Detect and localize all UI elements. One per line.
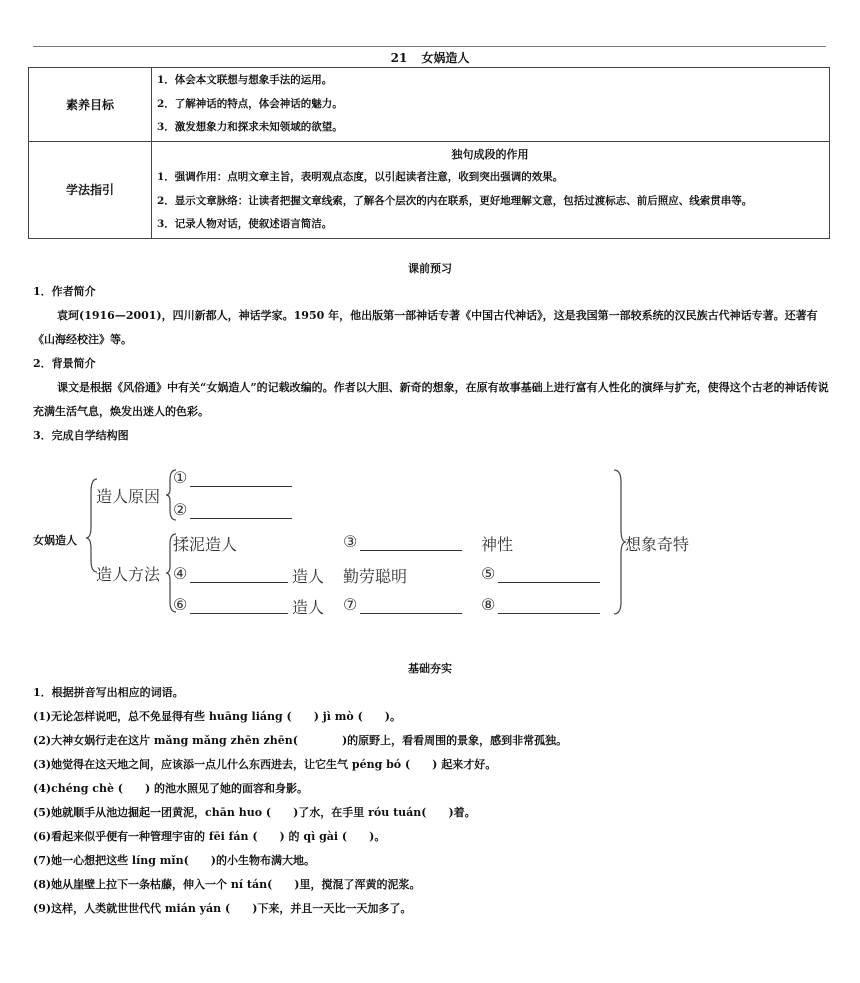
blank-line [190,518,292,519]
blank-line [360,613,462,614]
blank-line [190,486,292,487]
table-row [29,68,830,142]
method-3-number: ⑥ [173,595,188,614]
method-2-trait: 勤劳聪明 [343,567,408,586]
reason-number-1: ① [173,468,188,487]
blank-line [498,613,600,614]
method-3-result-number: ⑧ [481,595,496,614]
lesson-name: 女娲造人 [421,51,470,65]
method-1-result: 神性 [481,535,514,554]
literacy-goals-label: 素养目标 [29,68,152,142]
list-item: (1)无论怎样说吧，总不免显得有些 huāng liáng ( ) jì mò ( )。 [33,710,401,723]
diagram-root: 女娲造人 [33,534,77,547]
blank-line [360,550,462,551]
structure-title: 3．完成自学结构图 [33,429,129,442]
list-item: (8)她从崖壁上拉下一条枯藤，伸入一个 ní tán( )里，搅混了浑黄的泥浆。 [33,878,421,891]
reason-number-2: ② [173,500,188,519]
list-item: (5)她就顺手从池边掘起一团黄泥，chān huo ( )了水，在手里 róu tuán( )着。 [33,806,476,819]
list-item: (9)这样，人类就世世代代 mián yán ( )下来，并且一天比一天加多了。 [33,902,412,915]
method-3-suffix: 造人 [292,598,325,617]
lesson-title [0,49,860,66]
method-1: 揉泥造人 [173,535,238,554]
list-item: 2．显示文章脉络：让读者把握文章线索，了解各个层次的内在联系，更好地理解文意，包括过渡标志、前后照应、线索贯串等。 [157,194,753,207]
preview-heading: 课前预习 [408,262,452,275]
list-item: (7)她一心想把这些 líng mǐn( )的小生物布满大地。 [33,854,315,867]
blank-line [190,613,288,614]
list-item: (2)大神女娲行走在这片 mǎng mǎng zhēn zhēn( )的原野上，看看周围的景象，感到非常孤独。 [33,734,568,747]
study-method-content [152,141,830,238]
method-2-suffix: 造人 [292,567,325,586]
method-2-number: ④ [173,564,188,583]
background-text: 课文是根据《风俗通》中有关“女娲造人”的记载改编的。作者以大胆、新奇的想象，在原有故事基础上进行富有人性化的演绎与扩充，使得这个古老的神话传说充满生活气息，焕发出迷人的色彩。 [33,381,829,418]
literacy-goals-content [152,68,830,142]
method-2-result-number: ⑤ [481,564,496,583]
list-item: (4)chéng chè ( ) 的池水照见了她的面容和身影。 [33,782,309,795]
reason-label: 造人原因 [96,487,161,506]
pinyin-question-title: 1．根据拼音写出相应的词语。 [33,686,184,699]
method-3-trait-number: ⑦ [343,595,358,614]
structure-diagram [0,462,860,622]
study-method-heading: 独句成段的作用 [451,147,529,161]
table-row [29,141,830,238]
basics-heading: 基础夯实 [408,662,452,675]
list-item: 1．体会本文联想与想象手法的运用。 [157,74,333,86]
lesson-number: 21 [390,51,408,65]
blank-line [190,582,288,583]
method-1-number: ③ [343,532,358,551]
diagram-conclusion: 想象奇特 [625,535,690,554]
method-label: 造人方法 [96,565,161,584]
list-item: 3．记录人物对话，使叙述语言简洁。 [157,218,333,230]
author-title: 1．作者简介 [33,285,96,298]
study-method-label: 学法指引 [29,141,152,238]
background-title: 2．背景简介 [33,357,96,370]
blank-line [498,582,600,583]
list-item: (3)她觉得在这天地之间，应该添一点儿什么东西进去，让它生气 péng bó ( ) 起来才好。 [33,758,497,771]
list-item: 2．了解神话的特点，体会神话的魅力。 [157,97,343,110]
list-item: 1．强调作用：点明文章主旨，表明观点态度，以引起读者注意，收到突出强调的效果。 [157,171,564,183]
list-item: (6)看起来似乎便有一种管理宇宙的 fēi fán ( ) 的 qì gài ( )。 [33,830,386,843]
top-rule [33,46,826,47]
goals-table [28,67,830,239]
author-text: 袁珂(1916—2001)，四川新都人，神话学家。1950 年，他出版第一部神话专著《中国古代神话》，这是我国第一部较系统的汉民族古代神话专著。还著有《山海经校注》等。 [33,309,818,346]
list-item: 3．激发想象力和探求未知领域的欲望。 [157,121,343,133]
